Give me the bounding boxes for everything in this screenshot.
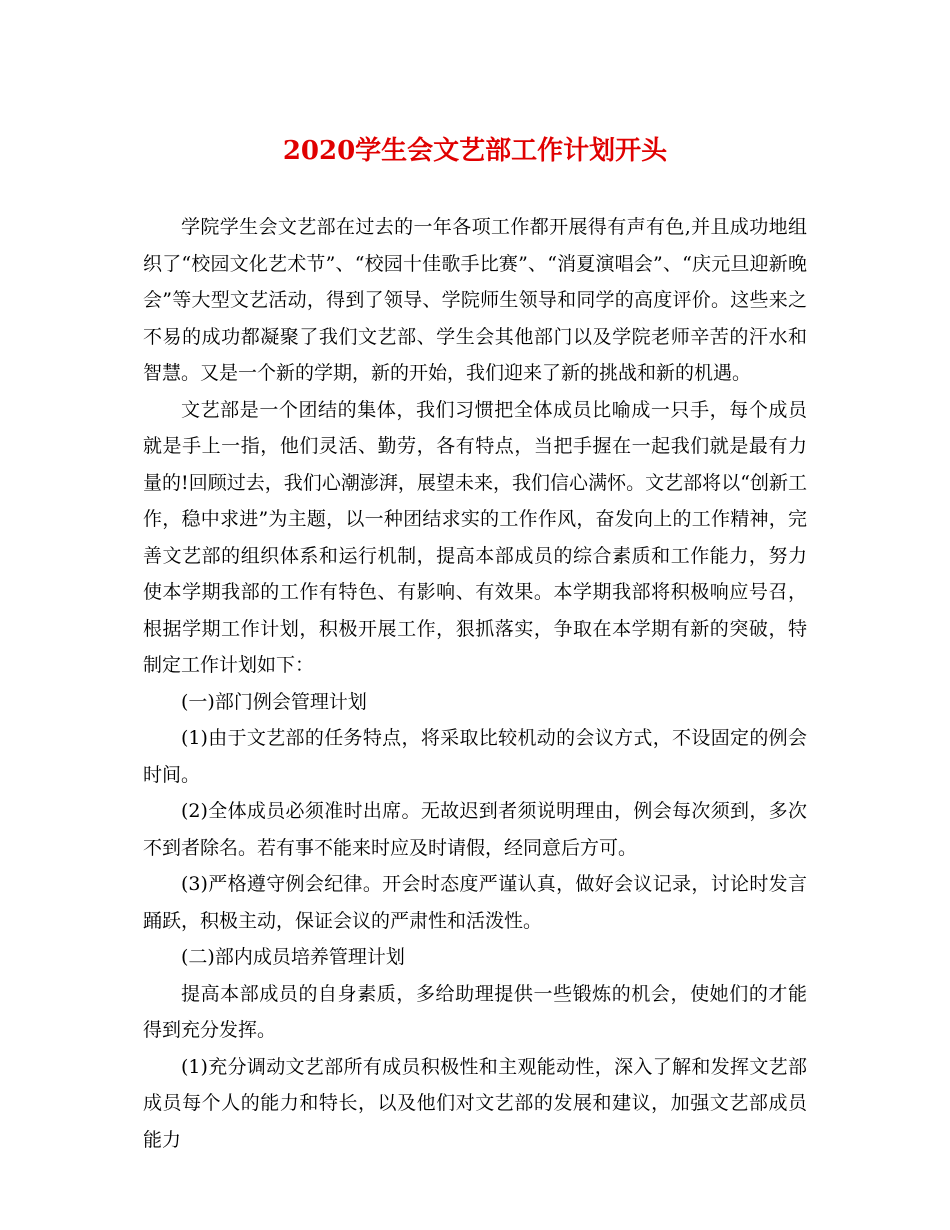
paragraph-training-intro: 提高本部成员的自身素质，多给助理提供一些锻炼的机会，使她们的才能得到充分发挥。 xyxy=(143,982,807,1041)
paragraph-item-3: (3)严格遵守例会纪律。开会时态度严谨认真，做好会议记录，讨论时发言踊跃，积极主动，保证会议的严肃性和活泼性。 xyxy=(143,873,807,932)
document-title: 2020学生会文艺部工作计划开头 xyxy=(282,136,668,166)
paragraph-item-1: (1)由于文艺部的任务特点，将采取比较机动的会议方式，不设固定的例会时间。 xyxy=(143,727,807,786)
paragraph-training-item-1: (1)充分调动文艺部所有成员积极性和主观能动性，深入了解和发挥文艺部成员每个人的能力和特长，以及他们对文艺部的发展和建议，加强文艺部成员能力 xyxy=(143,1055,807,1151)
paragraph-item-2: (2)全体成员必须准时出席。无故迟到者须说明理由，例会每次须到，多次不到者除名。若有事不能来时应及时请假，经同意后方可。 xyxy=(143,800,807,859)
section-heading-member-training: (二)部内成员培养管理计划 xyxy=(181,946,405,968)
document-body xyxy=(143,209,807,1158)
paragraph-department-overview: 文艺部是一个团结的集体，我们习惯把全体成员比喻成一只手，每个成员就是手上一指，他们灵活、勤劳，各有特点，当把手握在一起我们就是最有力量的!回顾过去，我们心潮澎湃，展望未来，我们信心满怀。文艺部将以“创新工作，稳中求进”为主题，以一种团结求实的工作作风，奋发向上的工作精神，完善文艺部的组织体系和运行机制，提高本部成员的综合素质和工作能力，努力使本学期我部的工作有特色、有影响、有效果。本学期我部将积极响应号召，根据学期工作计划，积极开展工作，狠抓落实，争取在本学期有新的突破，特制定工作计划如下： xyxy=(143,398,807,676)
section-heading-meeting-plan: (一)部门例会管理计划 xyxy=(181,690,367,713)
paragraph-intro: 学院学生会文艺部在过去的一年各项工作都开展得有声有色,并且成功地组织了“校园文化艺术节”、“校园十佳歌手比赛”、“消夏演唱会”、“庆元旦迎新晚会”等大型文艺活动，得到了领导、学院师生领导和同学的高度评价。这些来之不易的成功都凝聚了我们文艺部、学生会其他部门以及学院老师辛苦的汗水和智慧。又是一个新的学期，新的开始，我们迎来了新的挑战和新的机遇。 xyxy=(143,216,807,384)
